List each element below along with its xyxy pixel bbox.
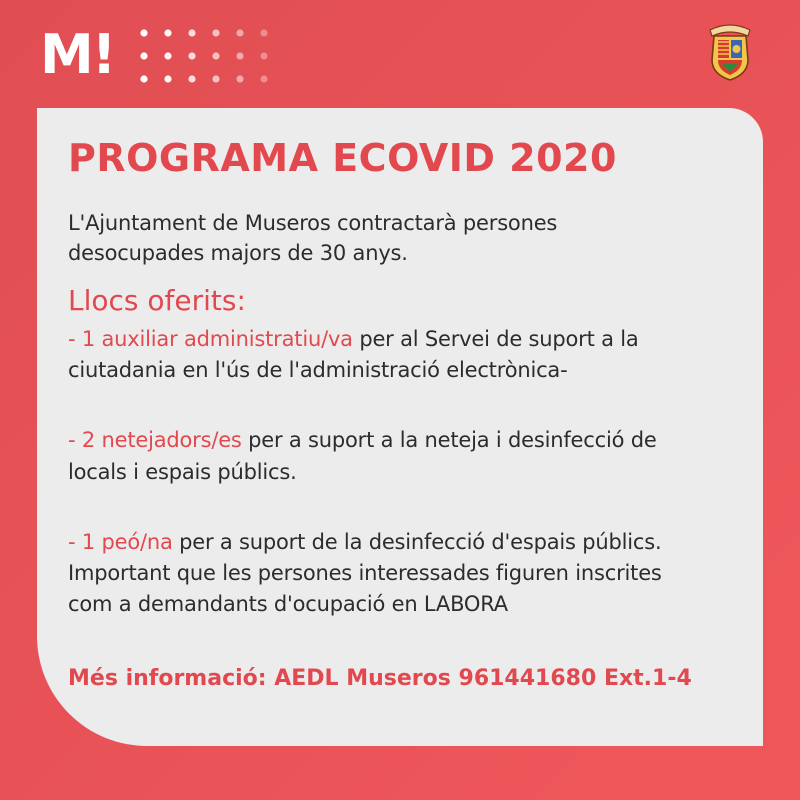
app-logo: M! (40, 23, 115, 86)
offer-2-line-2: locals i espais públics. (68, 460, 297, 484)
municipal-coat-of-arms-icon (704, 20, 756, 82)
contact-info: Més informació: AEDL Museros 961441680 Ext.1-4 (68, 666, 692, 691)
offer-2-description: per a suport a la neteja i desinfecció de (241, 428, 657, 452)
offer-1-description: per al Servei de suport a la (352, 327, 639, 351)
offer-3-line-1 (68, 527, 661, 557)
offer-3-line-2: Important que les persones interessades figuren inscrites (68, 561, 662, 585)
offer-3-title: - 1 peó/na (68, 530, 173, 554)
intro-line-2: desocupades majors de 30 anys. (68, 241, 408, 265)
intro-line-1: L'Ajuntament de Museros contractarà persones (68, 211, 558, 235)
decorative-dot-grid (140, 28, 280, 84)
offer-2-title: - 2 netejadors/es (68, 428, 242, 452)
offer-1-title: - 1 auxiliar administratiu/va (68, 327, 353, 351)
offer-1-line-2: ciutadania en l'ús de l'administració electrònica- (68, 358, 568, 382)
section-heading: Llocs oferits: (68, 284, 246, 317)
offer-3-line-3: com a demandants d'ocupació en LABORA (68, 592, 508, 616)
offer-3-description: per a suport de la desinfecció d'espais públics. (172, 530, 662, 554)
offer-2-line-1 (68, 425, 657, 455)
page-title: PROGRAMA ECOVID 2020 (68, 136, 617, 180)
info-card (37, 108, 763, 746)
offer-1-line-1 (68, 324, 639, 354)
